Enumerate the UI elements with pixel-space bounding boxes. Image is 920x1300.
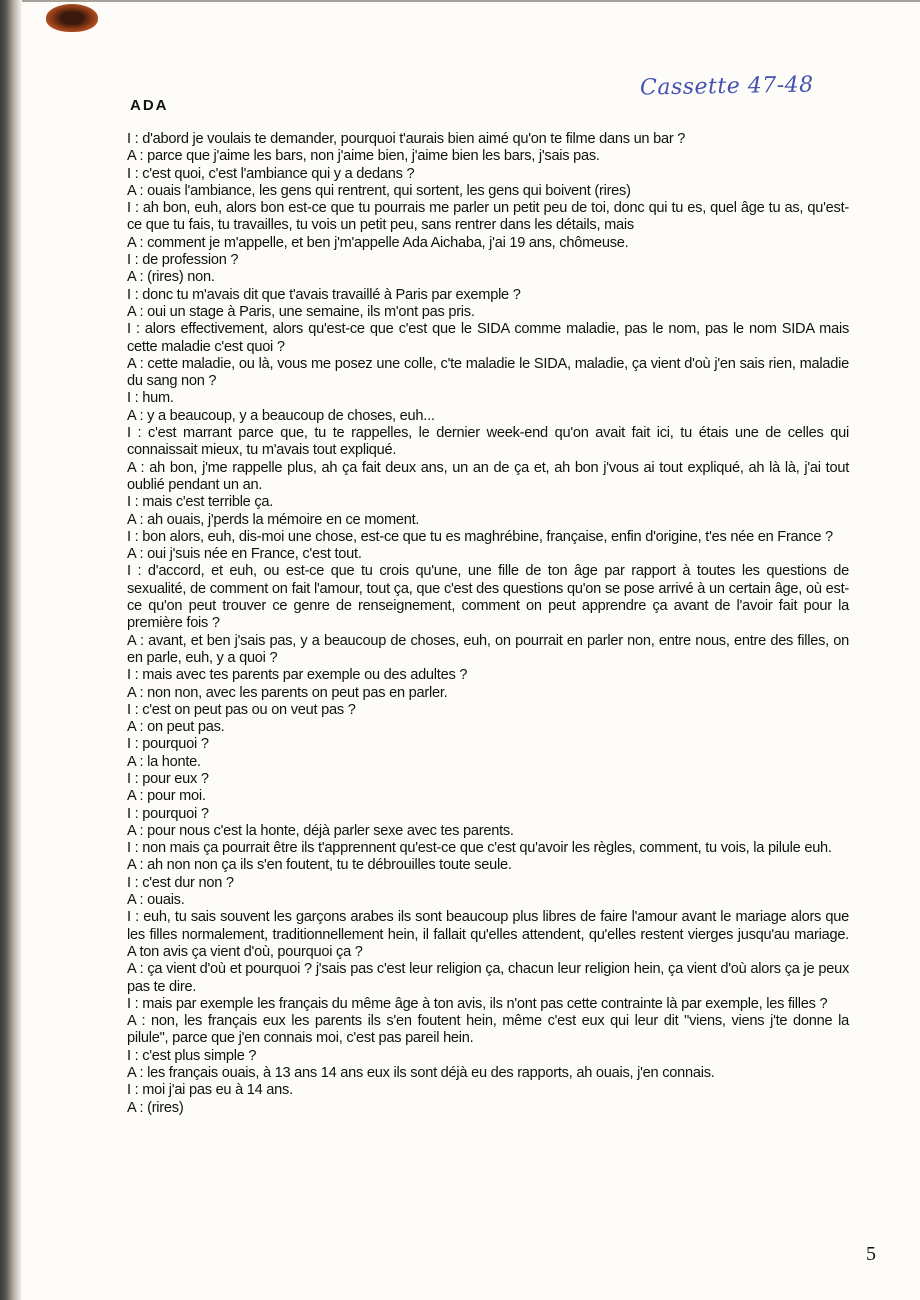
handwritten-cassette-note: Cassette 47-48 (639, 72, 814, 101)
transcript-turn: I : euh, tu sais souvent les garçons arabes ils sont beaucoup plus libres de faire l'amour avant le mariage alors que les filles normalement, traditionnellement hein, il fallait qu'elles attendent, qu'elles restent vierges jusqu'au mariage. A ton avis ça vient d'où, pourquoi ça ? (127, 909, 849, 960)
transcript-turn: I : pourquoi ? (127, 805, 209, 822)
transcript-turn: I : pour eux ? (127, 770, 209, 787)
transcript-turn: I : c'est on peut pas ou on veut pas ? (127, 701, 356, 718)
transcript-turn: A : non non, avec les parents on peut pas en parler. (127, 684, 448, 701)
transcript-turn: I : moi j'ai pas eu à 14 ans. (127, 1082, 293, 1099)
transcript-turn: A : non, les français eux les parents ils s'en foutent hein, même c'est eux qui leur dit "viens, viens j'te donne la pilule", parce que j'en connais moi, c'est pas pareil hein. (127, 1013, 849, 1047)
transcript-turn: I : non mais ça pourrait être ils t'apprennent qu'est-ce que c'est qu'avoir les règles, comment, tu vois, la pilule euh. (127, 840, 832, 857)
transcript-turn: A : ah bon, j'me rappelle plus, ah ça fait deux ans, un an de ça et, ah bon j'vous ai tout expliqué, ah là là, j'ai tout oublié pendant un an. (127, 459, 849, 493)
transcript-turn: A : les français ouais, à 13 ans 14 ans eux ils sont déjà eu des rapports, ah ouais, j'en connais. (127, 1065, 715, 1082)
transcript-turn: A : parce que j'aime les bars, non j'aime bien, j'aime bien les bars, j'sais pas. (127, 148, 600, 165)
transcript-turn: A : (rires) (127, 1099, 184, 1116)
transcript-turn: A : (rires) non. (127, 269, 215, 286)
transcript-turn: I : d'accord, et euh, ou est-ce que tu crois qu'une, une fille de ton âge par rapport à toutes les questions de sexualité, de comment on fait l'amour, tout ça, que c'est des questions qu'on se pose arrivé à un certain âge, où est-ce qu'on peut trouver ce genre de renseignement, comment on peut apprendre ça avant de l'avoir fait pour la première fois ? (127, 563, 849, 632)
transcript-turn: A : la honte. (127, 753, 201, 770)
transcript-turn: I : c'est plus simple ? (127, 1047, 257, 1064)
transcript-turn: A : oui un stage à Paris, une semaine, ils m'ont pas pris. (127, 303, 475, 320)
transcript-turn: A : pour moi. (127, 788, 206, 805)
transcript-turn: I : d'abord je voulais te demander, pourquoi t'aurais bien aimé qu'on te filme dans un bar ? (127, 131, 686, 147)
page-top-edge (22, 0, 920, 2)
transcript-turn: A : ah ouais, j'perds la mémoire en ce moment. (127, 511, 420, 528)
transcript-turn: A : cette maladie, ou là, vous me posez une colle, c'te maladie le SIDA, maladie, ça vient d'où j'en sais rien, maladie du sang non ? (127, 355, 849, 390)
transcript-turn: A : oui j'suis née en France, c'est tout. (127, 546, 362, 563)
transcript-turn: I : alors effectivement, alors qu'est-ce que c'est que le SIDA comme maladie, pas le nom, pas le nom SIDA mais cette maladie c'est quoi ? (127, 321, 849, 355)
scanner-border (0, 0, 22, 1300)
transcript-turn: I : mais avec tes parents par exemple ou des adultes ? (127, 667, 468, 684)
speaker-heading: ADA (130, 97, 169, 114)
transcript-turn: I : mais par exemple les français du même âge à ton avis, ils n'ont pas cette contrainte là par exemple, les filles ? (127, 995, 828, 1012)
transcript-turn: I : pourquoi ? (127, 736, 209, 753)
transcript-turn: I : c'est quoi, c'est l'ambiance qui y a dedans ? (127, 165, 415, 182)
transcript-turn: I : donc tu m'avais dit que t'avais travaillé à Paris par exemple ? (127, 286, 521, 303)
transcript-turn: I : hum. (127, 390, 174, 407)
transcript-turn: A : ouais. (127, 892, 185, 909)
transcript-turn: A : ça vient d'où et pourquoi ? j'sais pas c'est leur religion ça, chacun leur religion hein, ça vient d'où alors ça je peux pas te dire. (127, 961, 849, 995)
transcript-turn: A : y a beaucoup, y a beaucoup de choses, euh... (127, 407, 435, 424)
transcript-turn: A : avant, et ben j'sais pas, y a beaucoup de choses, euh, on pourrait en parler non, entre nous, entre des filles, on en parle, euh, y a quoi ? (127, 632, 849, 666)
transcript-turn: I : ah bon, euh, alors bon est-ce que tu pourrais me parler un petit peu de toi, donc qui tu es, quel âge tu as, qu'est-ce que tu fais, tu travailles, tu vois un petit peu, sans rentrer dans les détails, mais (127, 200, 849, 234)
page-number: 5 (866, 1243, 876, 1265)
transcript-turn: A : on peut pas. (127, 719, 225, 736)
transcript-body (127, 131, 849, 1117)
transcript-turn: A : pour nous c'est la honte, déjà parler sexe avec tes parents. (127, 822, 514, 839)
transcript-turn: A : ouais l'ambiance, les gens qui rentrent, qui sortent, les gens qui boivent (rires) (127, 182, 631, 199)
transcript-turn: I : mais c'est terrible ça. (127, 494, 274, 511)
transcript-turn: A : ah non non ça ils s'en foutent, tu te débrouilles toute seule. (127, 857, 512, 874)
transcript-turn: I : c'est dur non ? (127, 874, 234, 891)
transcript-turn: I : de profession ? (127, 252, 239, 269)
transcript-turn: A : comment je m'appelle, et ben j'm'appelle Ada Aichaba, j'ai 19 ans, chômeuse. (127, 234, 629, 251)
burn-stain (46, 4, 98, 32)
transcript-turn: I : c'est marrant parce que, tu te rappelles, le dernier week-end qu'on avait fait ici, tu étais une de celles qui connaissait mieux, tu m'avais tout expliqué. (127, 425, 849, 459)
transcript-turn: I : bon alors, euh, dis-moi une chose, est-ce que tu es maghrébine, française, enfin d'origine, t'es née en France ? (127, 528, 833, 545)
